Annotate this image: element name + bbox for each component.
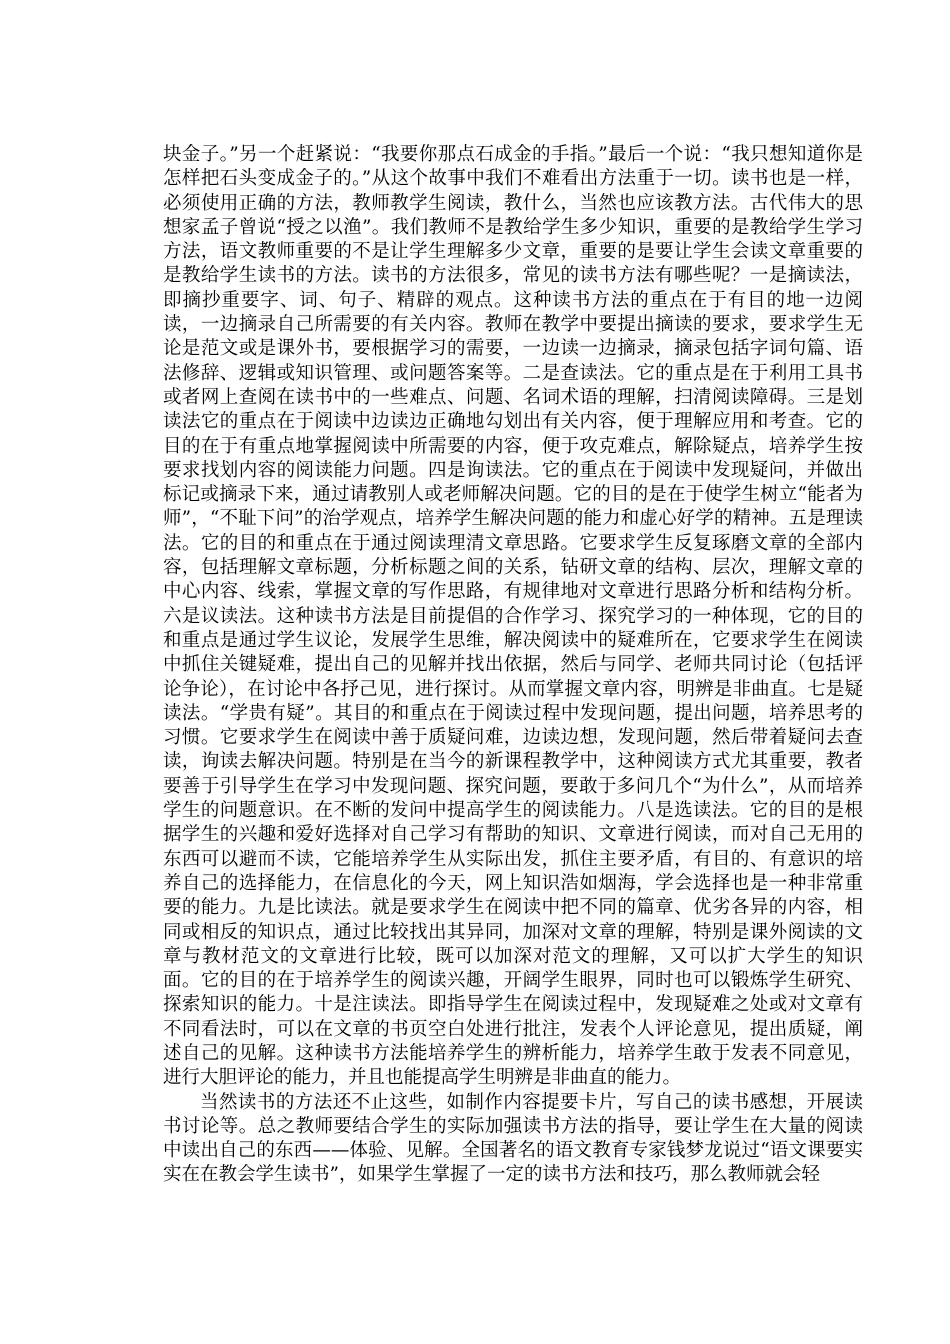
- paragraph-reading-methods: 块金子。”另一个赶紧说：“我要你那点石成金的手指。”最后一个说：“我只想知道你是怎样把石头变成金子的。”从这个故事中我们不难看出方法重于一切。读书也是一样，必须使用正确的方法，教师教学生阅读，教什么，当然也应该教方法。古代伟大的思想家孟子曾说“授之以渔”。我们教师不是教给学生多少知识，重要的是教给学生学习方法，语文教师重要的不是让学生理解多少文章，重要的是要让学生会读文章重要的是教给学生读书的方法。读书的方法很多，常见的读书方法有哪些呢？一是摘读法，即摘抄重要字、词、句子、精辟的观点。这种读书方法的重点在于有目的地一边阅读，一边摘录自己所需要的有关内容。教师在教学中要提出摘读的要求，要求学生无论是范文或是课外书，要根据学习的需要，一边读一边摘录，摘录包括字词句篇、语法修辞、逻辑或知识管理、或问题答案等。二是查读法。它的重点是在于利用工具书或者网上查阅在读书中的一些难点、问题、名词术语的理解，扫清阅读障碍。三是划读法它的重点在于阅读中边读边正确地勾划出有关内容，便于理解应用和考查。它的目的在于有重点地掌握阅读中所需要的内容，便于攻克难点，解除疑点，培养学生按要求找划内容的阅读能力问题。四是询读法。它的重点在于阅读中发现疑问，并做出标记或摘录下来，通过请教别人或老师解决问题。它的目的是在于使学生树立“能者为师”，“不耻下问”的治学观点，培养学生解决问题的能力和虚心好学的精神。五是理读法。它的目的和重点在于通过阅读理清文章思路。它要求学生反复琢磨文章的全部内容，包括理解文章标题，分析标题之间的关系，钻研文章的结构、层次，理解文章的中心内容、线索，掌握文章的写作思路，有规律地对文章进行思路分析和结构分析。六是议读法。这种读书方法是目前提倡的合作学习、探究学习的一种体现，它的目的和重点是通过学生议论，发展学生思维，解决阅读中的疑难所在，它要求学生在阅读中抓住关键疑难，提出自己的见解并找出依据，然后与同学、老师共同讨论（包括评论争论），在讨论中各抒己见，进行探讨。从而掌握文章内容，明辨是非曲直。七是疑读法。“学贵有疑”。其目的和重点在于阅读过程中发现问题，提出问题，培养思考的习惯。它要求学生在阅读中善于质疑问难，边读边想，发现问题，然后带着疑问去查读，询读去解决问题。特别是在当今的新课程教学中，这种阅读方式尤其重要，教者要善于引导学生在学习中发现问题、探究问题，要敢于多问几个“为什么”，从而培养学生的问题意识。在不断的发问中提高学生的阅读能力。八是选读法。它的目的是根据学生的兴趣和爱好选择对自己学习有帮助的知识、文章进行阅读，而对自己无用的东西可以避而不读，它能培养学生从实际出发，抓住主要矛盾，有目的、有意识的培养自己的选择能力，在信息化的今天，网上知识浩如烟海，学会选择也是一种非常重要的能力。九是比读法。就是要求学生在阅读中把不同的篇章、优劣各异的内容，相同或相反的知识点，通过比较找出其异同，加深对文章的理解，特别是课外阅读的文章与教材范文的文章进行比较，既可以加深对范文的理解，又可以扩大学生的知识面。它的目的在于培养学生的阅读兴趣，开阔学生眼界，同时也可以锻炼学生研究、探索知识的能力。十是注读法。即指导学生在阅读过程中，发现疑难之处或对文章有不同看法时，可以在文章的书页空白处进行批注，发表个人评论意见，提出质疑，阐述自己的见解。这种读书方法能培养学生的辨析能力，培养学生敢于发表不同意见，进行大胆评论的能力，并且也能提高学生明辨是非曲直的能力。: [163, 144, 863, 1089]
- paragraph-conclusion: 当然读书的方法还不止这些，如制作内容提要卡片，写自己的读书感想，开展读书讨论等。总之教师要结合学生的实际加强读书方法的指导，要让学生在大量的阅读中读出自己的东西——体验、见解。全国著名的语文教育专家钱梦龙说过“语文课要实实在在教会学生读书”，如果学生掌握了一定的读书方法和技巧，那么教师就会轻: [163, 1091, 863, 1186]
- body-text: [163, 143, 863, 1188]
